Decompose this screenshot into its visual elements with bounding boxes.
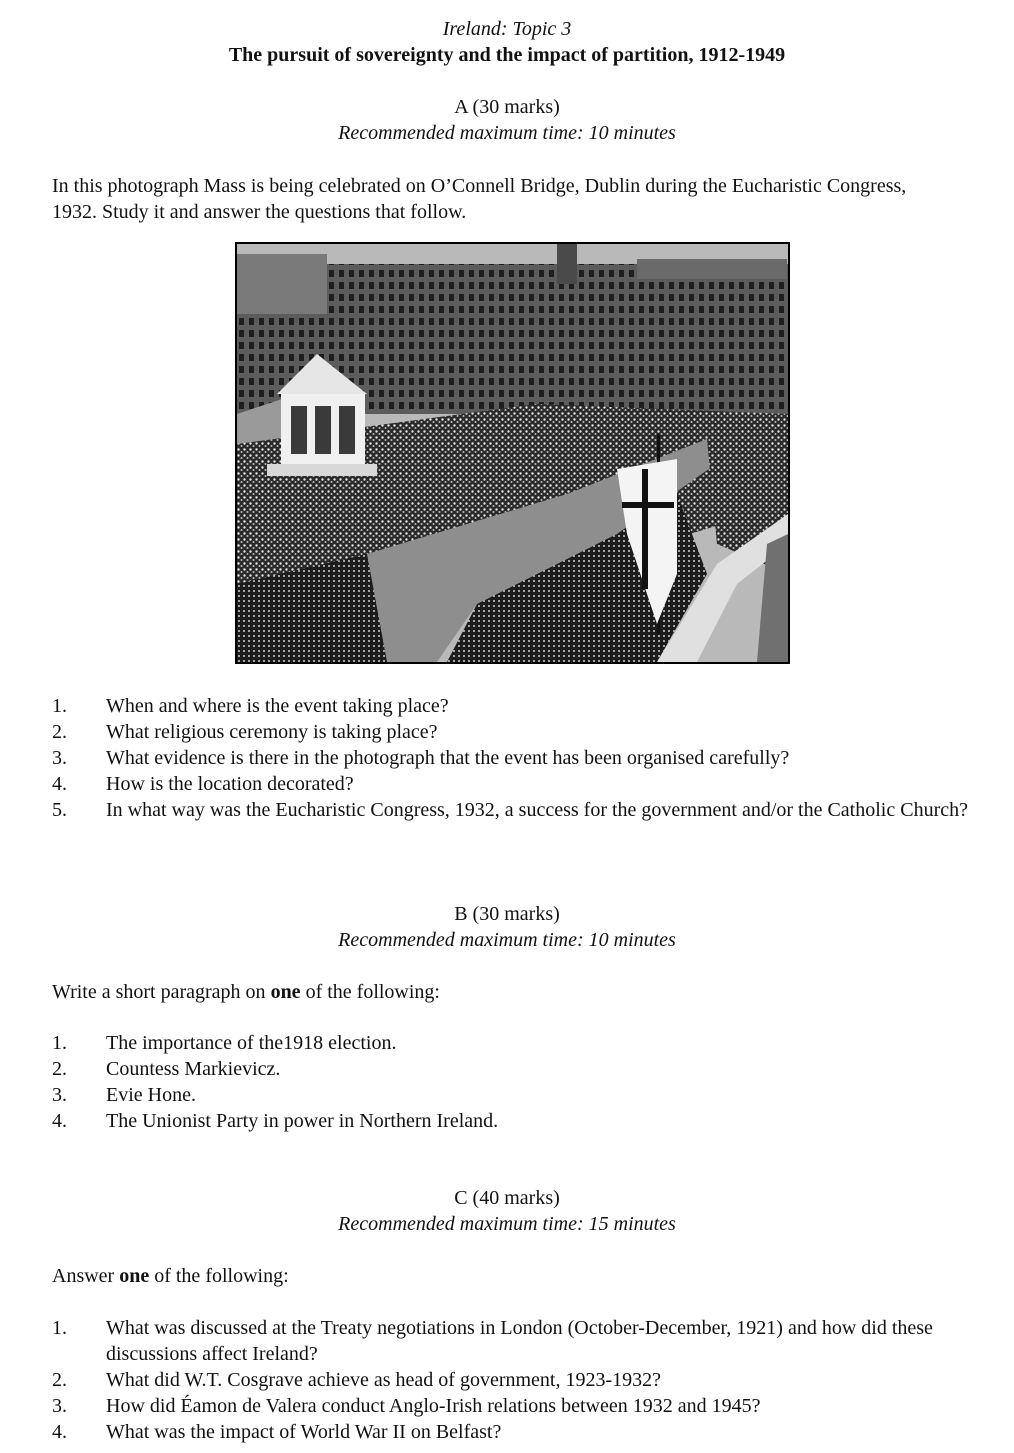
question-number: 1.	[52, 1032, 67, 1054]
list-item	[52, 1419, 972, 1445]
congress-photograph	[235, 242, 790, 664]
section-a-intro: In this photograph Mass is being celebrated on O’Connell Bridge, Dublin during the Eucharistic Congress, 1932. Study it and answer the questions that follow.	[52, 175, 907, 223]
question-number: 4.	[52, 1421, 67, 1443]
section-c-questions	[52, 1315, 972, 1445]
list-item	[52, 1108, 972, 1134]
question-number: 3.	[52, 747, 67, 769]
list-item	[52, 771, 972, 797]
section-c-heading: C (40 marks)	[454, 1187, 560, 1209]
question-text: Evie Hone.	[106, 1084, 196, 1106]
question-text: What was the impact of World War II on Belfast?	[106, 1421, 502, 1443]
question-number: 2.	[52, 1058, 67, 1080]
section-b-time: Recommended maximum time: 10 minutes	[338, 929, 676, 951]
question-text: What did W.T. Cosgrave achieve as head of government, 1923-1932?	[106, 1369, 662, 1391]
list-item	[52, 719, 972, 745]
list-item	[52, 1367, 972, 1393]
section-c-time: Recommended maximum time: 15 minutes	[338, 1213, 676, 1235]
section-a-time: Recommended maximum time: 10 minutes	[338, 122, 676, 144]
question-text: What evidence is there in the photograph that the event has been organised carefully?	[106, 747, 790, 769]
list-item	[52, 1315, 972, 1367]
list-item	[52, 1082, 972, 1108]
section-a-questions	[52, 693, 972, 823]
question-number: 4.	[52, 1110, 67, 1132]
question-text: What was discussed at the Treaty negotiations in London (October-December, 1921) and how did these discussions affect Ireland?	[106, 1317, 933, 1365]
question-text: What religious ceremony is taking place?	[106, 721, 438, 743]
question-text: How is the location decorated?	[106, 773, 354, 795]
question-number: 5.	[52, 799, 67, 821]
section-b-instruction: Write a short paragraph on one of the following:	[52, 981, 440, 1003]
page-title: The pursuit of sovereignty and the impact of partition, 1912-1949	[228, 44, 786, 66]
list-item	[52, 693, 972, 719]
list-item	[52, 1056, 972, 1082]
section-b-heading: B (30 marks)	[454, 903, 560, 925]
question-number: 3.	[52, 1084, 67, 1106]
list-item	[52, 1393, 972, 1419]
question-number: 4.	[52, 773, 67, 795]
question-text: When and where is the event taking place?	[106, 695, 449, 717]
section-a-heading: A (30 marks)	[454, 96, 560, 118]
question-text: In what way was the Eucharistic Congress, 1932, a success for the government and/or the Catholic Church?	[106, 799, 968, 821]
question-number: 2.	[52, 1369, 67, 1391]
topic-label: Ireland: Topic 3	[442, 18, 572, 40]
question-text: Countess Markievicz.	[106, 1058, 281, 1080]
question-text: The Unionist Party in power in Northern Ireland.	[106, 1110, 499, 1132]
question-number: 3.	[52, 1395, 67, 1417]
list-item	[52, 1030, 972, 1056]
question-text: How did Éamon de Valera conduct Anglo-Irish relations between 1932 and 1945?	[106, 1395, 761, 1417]
photograph-image	[237, 244, 788, 662]
question-number: 1.	[52, 695, 67, 717]
section-c-instruction: Answer one of the following:	[52, 1265, 289, 1287]
question-number: 2.	[52, 721, 67, 743]
question-text: The importance of the1918 election.	[106, 1032, 397, 1054]
list-item	[52, 797, 972, 823]
list-item	[52, 745, 972, 771]
question-number: 1.	[52, 1317, 67, 1339]
section-b-questions	[52, 1030, 972, 1134]
